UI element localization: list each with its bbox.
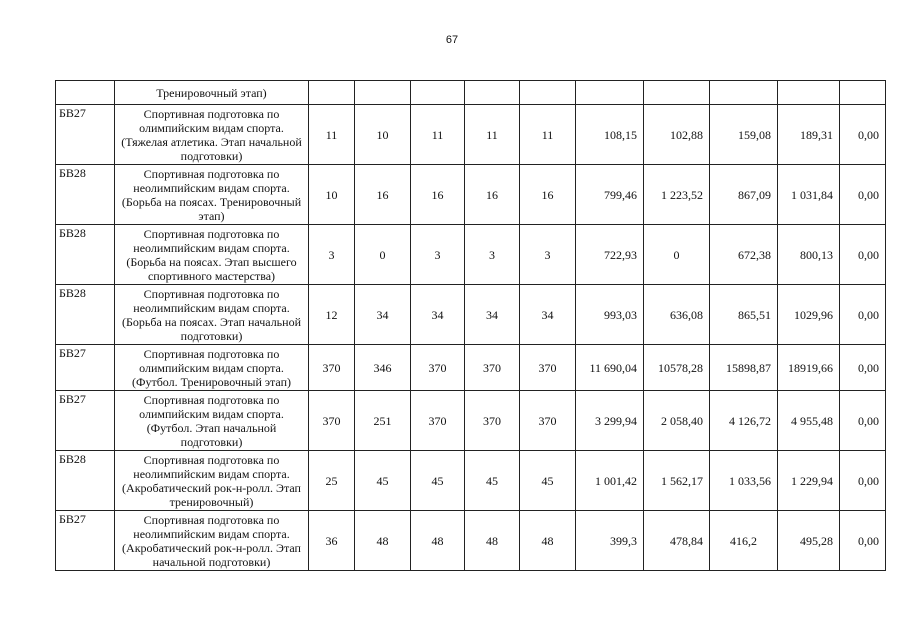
service-code: БВ27 <box>56 105 115 165</box>
volume-value: 16 <box>355 165 411 225</box>
volume-value: 34 <box>520 285 576 345</box>
volume-value: 370 <box>465 391 520 451</box>
value-cell <box>644 81 710 105</box>
value-cell <box>778 81 840 105</box>
amount-value: 3 299,94 <box>576 391 644 451</box>
service-code: БВ28 <box>56 225 115 285</box>
amount-value: 189,31 <box>778 105 840 165</box>
value-cell <box>710 81 778 105</box>
volume-value: 11 <box>309 105 355 165</box>
amount-value: 11 690,04 <box>576 345 644 391</box>
service-code: БВ27 <box>56 511 115 571</box>
volume-value: 45 <box>465 451 520 511</box>
value-cell <box>309 81 355 105</box>
volume-value: 3 <box>520 225 576 285</box>
amount-value: 0,00 <box>840 511 886 571</box>
table-row <box>56 345 886 391</box>
amount-value: 1 031,84 <box>778 165 840 225</box>
volume-value: 25 <box>309 451 355 511</box>
service-code: БВ27 <box>56 391 115 451</box>
volume-value: 34 <box>465 285 520 345</box>
volume-value: 48 <box>520 511 576 571</box>
table-row <box>56 451 886 511</box>
amount-value: 1 001,42 <box>576 451 644 511</box>
value-cell <box>411 81 465 105</box>
amount-value: 159,08 <box>710 105 778 165</box>
volume-value: 45 <box>520 451 576 511</box>
amount-value: 0,00 <box>840 451 886 511</box>
amount-value: 399,3 <box>576 511 644 571</box>
amount-value: 993,03 <box>576 285 644 345</box>
amount-value: 1 033,56 <box>710 451 778 511</box>
table-row <box>56 285 886 345</box>
service-name: Спортивная подготовка по неолимпийским видам спорта. (Борьба на поясах. Этап начальной подготовки) <box>115 285 309 345</box>
amount-value: 102,88 <box>644 105 710 165</box>
volume-value: 370 <box>520 391 576 451</box>
volume-value: 10 <box>355 105 411 165</box>
amount-value: 0,00 <box>840 345 886 391</box>
volume-value: 16 <box>520 165 576 225</box>
volume-value: 16 <box>465 165 520 225</box>
volume-value: 48 <box>411 511 465 571</box>
volume-value: 16 <box>411 165 465 225</box>
amount-value: 1 229,94 <box>778 451 840 511</box>
volume-value: 3 <box>411 225 465 285</box>
volume-value: 3 <box>309 225 355 285</box>
volume-value: 370 <box>309 391 355 451</box>
volume-value: 370 <box>520 345 576 391</box>
volume-value: 11 <box>520 105 576 165</box>
service-code: БВ28 <box>56 165 115 225</box>
amount-value: 10578,28 <box>644 345 710 391</box>
service-name: Спортивная подготовка по неолимпийским видам спорта. (Акробатический рок-н-ролл. Этап начальной подготовки) <box>115 511 309 571</box>
table-row <box>56 225 886 285</box>
amount-value: 636,08 <box>644 285 710 345</box>
volume-value: 48 <box>465 511 520 571</box>
amount-value: 799,46 <box>576 165 644 225</box>
amount-value: 108,15 <box>576 105 644 165</box>
service-name: Тренировочный этап) <box>115 81 309 105</box>
volume-value: 346 <box>355 345 411 391</box>
value-cell <box>465 81 520 105</box>
service-code: БВ28 <box>56 285 115 345</box>
volume-value: 251 <box>355 391 411 451</box>
volume-value: 36 <box>309 511 355 571</box>
service-code: БВ27 <box>56 345 115 391</box>
amount-value: 0,00 <box>840 391 886 451</box>
amount-value: 4 126,72 <box>710 391 778 451</box>
amount-value: 4 955,48 <box>778 391 840 451</box>
amount-value: 15898,87 <box>710 345 778 391</box>
volume-value: 12 <box>309 285 355 345</box>
service-name: Спортивная подготовка по олимпийским видам спорта. (Футбол. Этап начальной подготовки) <box>115 391 309 451</box>
table-row <box>56 81 886 105</box>
amount-value: 672,38 <box>710 225 778 285</box>
volume-value: 10 <box>309 165 355 225</box>
amount-value: 0 <box>644 225 710 285</box>
amount-value: 800,13 <box>778 225 840 285</box>
volume-value: 11 <box>465 105 520 165</box>
service-code: БВ28 <box>56 451 115 511</box>
volume-value: 48 <box>355 511 411 571</box>
volume-value: 370 <box>465 345 520 391</box>
service-name: Спортивная подготовка по неолимпийским видам спорта. (Борьба на поясах. Этап высшего спортивного мастерства) <box>115 225 309 285</box>
amount-value: 0,00 <box>840 105 886 165</box>
volume-value: 370 <box>309 345 355 391</box>
service-name: Спортивная подготовка по олимпийским видам спорта. (Тяжелая атлетика. Этап начальной подготовки) <box>115 105 309 165</box>
table-row <box>56 511 886 571</box>
amount-value: 2 058,40 <box>644 391 710 451</box>
amount-value: 18919,66 <box>778 345 840 391</box>
amount-value: 416,2 <box>710 511 778 571</box>
volume-value: 370 <box>411 391 465 451</box>
amount-value: 478,84 <box>644 511 710 571</box>
table-row <box>56 391 886 451</box>
volume-value: 45 <box>411 451 465 511</box>
amount-value: 0,00 <box>840 285 886 345</box>
value-cell <box>355 81 411 105</box>
amount-value: 1 223,52 <box>644 165 710 225</box>
volume-value: 34 <box>355 285 411 345</box>
amount-value: 867,09 <box>710 165 778 225</box>
volume-value: 45 <box>355 451 411 511</box>
amount-value: 722,93 <box>576 225 644 285</box>
volume-value: 3 <box>465 225 520 285</box>
volume-value: 34 <box>411 285 465 345</box>
volume-value: 11 <box>411 105 465 165</box>
table-row <box>56 165 886 225</box>
value-cell <box>520 81 576 105</box>
table-row <box>56 105 886 165</box>
value-cell <box>576 81 644 105</box>
amount-value: 495,28 <box>778 511 840 571</box>
amount-value: 1 562,17 <box>644 451 710 511</box>
page-number: 67 <box>445 34 459 46</box>
service-name: Спортивная подготовка по неолимпийским видам спорта. (Борьба на поясах. Тренировочный этап) <box>115 165 309 225</box>
volume-value: 370 <box>411 345 465 391</box>
service-code <box>56 81 115 105</box>
amount-value: 1029,96 <box>778 285 840 345</box>
amount-value: 0,00 <box>840 165 886 225</box>
value-cell <box>840 81 886 105</box>
volume-value: 0 <box>355 225 411 285</box>
service-name: Спортивная подготовка по неолимпийским видам спорта. (Акробатический рок-н-ролл. Этап тренировочный) <box>115 451 309 511</box>
budget-table <box>55 80 886 571</box>
service-name: Спортивная подготовка по олимпийским видам спорта. (Футбол. Тренировочный этап) <box>115 345 309 391</box>
amount-value: 0,00 <box>840 225 886 285</box>
amount-value: 865,51 <box>710 285 778 345</box>
